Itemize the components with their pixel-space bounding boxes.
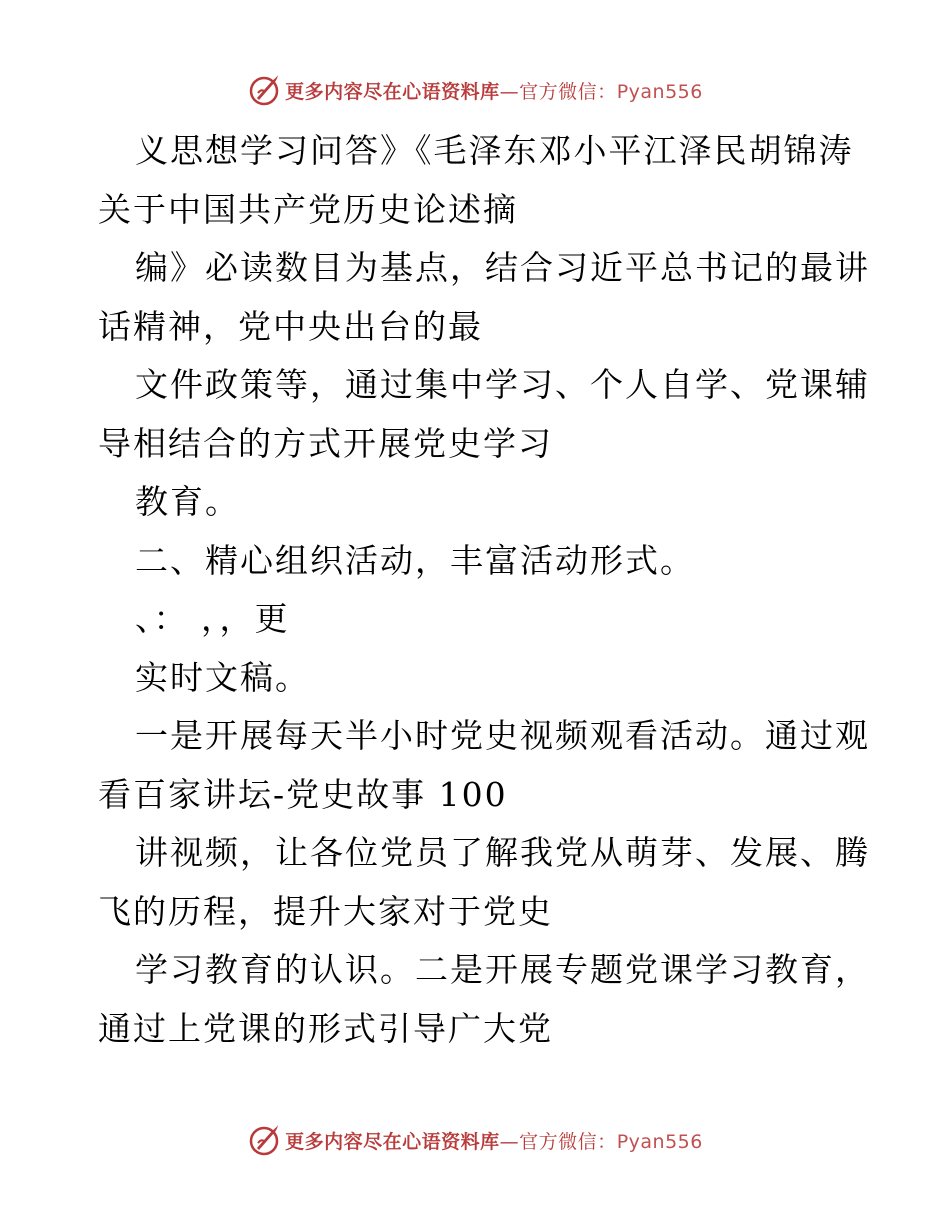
text-line: 学习教育的认识。二是开展专题党课学习教育， xyxy=(135,950,870,989)
text-line: 实时文稿。 xyxy=(135,657,310,697)
header-watermark xyxy=(0,70,950,110)
text-line: 二、精心组织活动，丰富活动形式。 xyxy=(135,540,695,580)
quill-logo-icon xyxy=(247,73,281,107)
text-line: 看百家讲坛-党史故事 100 xyxy=(98,774,508,814)
document-body xyxy=(98,122,868,1058)
watermark-wechat-label: 官方微信： xyxy=(519,1130,617,1153)
text-line: 导相结合的方式开展党史学习 xyxy=(98,423,553,463)
footer-watermark xyxy=(0,1120,950,1160)
text-line: 通过上党课的形式引导广大党 xyxy=(98,1008,553,1048)
text-line: 一是开展每天半小时党史视频观看活动。通过观 xyxy=(135,716,870,755)
watermark-dash: — xyxy=(499,1130,520,1153)
text-line: 义思想学习问答》《毛泽东邓小平江泽民胡锦涛 xyxy=(135,131,854,170)
text-line: 、： ，，更 xyxy=(135,599,290,638)
watermark-wechat-id: Pyan556 xyxy=(616,80,703,103)
quill-logo-icon xyxy=(247,1123,281,1157)
text-line: 话精神，党中央出台的最 xyxy=(98,306,483,346)
text-line: 飞的历程，提升大家对于党史 xyxy=(98,891,553,931)
text-line: 讲视频，让各位党员了解我党从萌芽、发展、腾 xyxy=(135,833,870,872)
watermark-wechat-id: Pyan556 xyxy=(616,1130,703,1153)
watermark-dash: — xyxy=(499,80,520,103)
watermark-text xyxy=(285,77,703,104)
watermark-brand: 更多内容尽在心语资料库 xyxy=(285,80,500,103)
text-line: 文件政策等，通过集中学习、个人自学、党课辅 xyxy=(135,365,870,404)
watermark-wechat-label: 官方微信： xyxy=(519,80,617,103)
text-line: 编》必读数目为基点，结合习近平总书记的最讲 xyxy=(135,248,870,287)
text-line: 教育。 xyxy=(135,482,240,521)
watermark-brand: 更多内容尽在心语资料库 xyxy=(285,1130,500,1153)
text-line: 关于中国共产党历史论述摘 xyxy=(98,189,518,229)
watermark-text xyxy=(285,1127,703,1154)
